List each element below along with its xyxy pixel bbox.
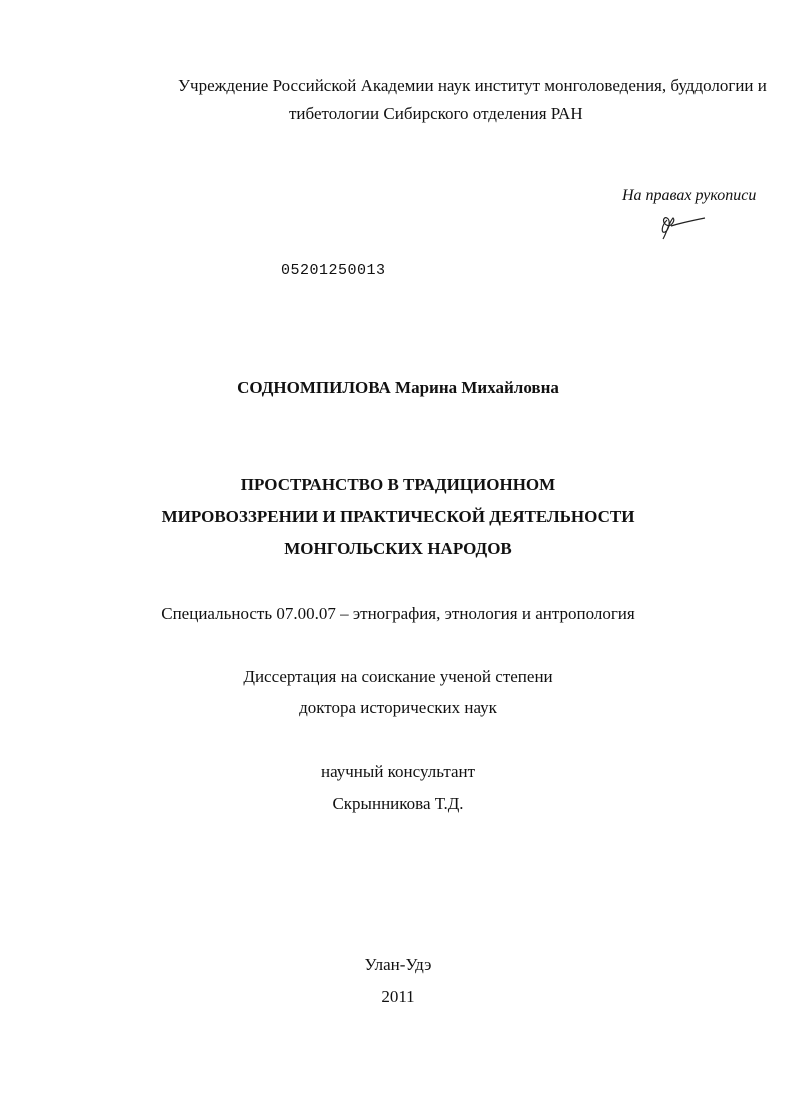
institution-line-1: Учреждение Российской Академии наук институт монголоведения, буддологии и xyxy=(178,76,767,95)
title-line-3: МОНГОЛЬСКИХ НАРОДОВ xyxy=(284,539,512,558)
catalog-number: 05201250013 xyxy=(281,262,386,279)
degree-line-1: Диссертация на соискание ученой степени xyxy=(243,667,553,686)
city: Улан-Удэ xyxy=(364,955,432,974)
advisor-label: научный консультант xyxy=(320,762,476,781)
degree-line-2: доктора исторических наук xyxy=(299,698,497,717)
author-name: СОДНОМПИЛОВА Марина Михайловна xyxy=(237,378,559,397)
advisor-name: Скрынникова Т.Д. xyxy=(332,794,464,813)
year: 2011 xyxy=(381,987,415,1006)
title-line-2: МИРОВОЗЗРЕНИИ И ПРАКТИЧЕСКОЙ ДЕЯТЕЛЬНОСТИ xyxy=(161,507,635,526)
institution-line-2: тибетологии Сибирского отделения РАН xyxy=(289,104,583,123)
signature-icon xyxy=(655,212,710,242)
title-line-1: ПРОСТРАНСТВО В ТРАДИЦИОННОМ xyxy=(240,475,556,494)
specialty: Специальность 07.00.07 – этнография, этнология и антропология xyxy=(161,604,635,623)
manuscript-note: На правах рукописи xyxy=(622,187,757,204)
